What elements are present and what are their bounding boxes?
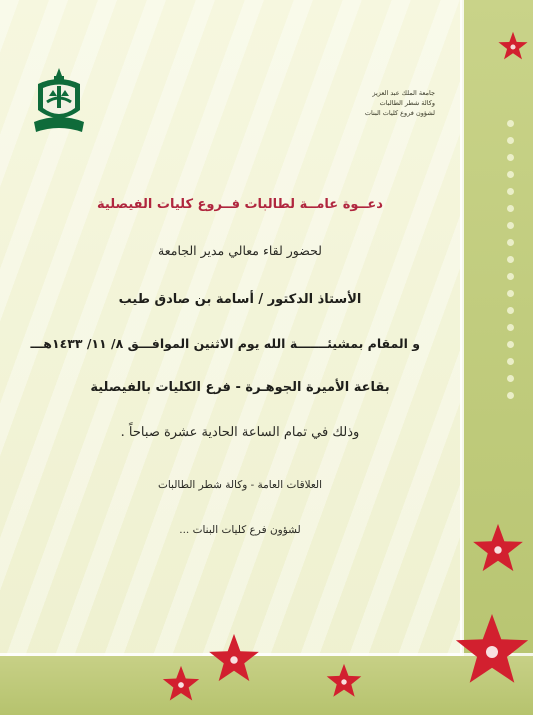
right-decorative-strip	[462, 0, 533, 715]
dot	[507, 205, 514, 212]
dot	[507, 137, 514, 144]
unit-line: لشؤون فروع كليات البنات	[364, 109, 435, 117]
dot	[507, 256, 514, 263]
dot	[507, 120, 514, 127]
red-flower-icon	[324, 662, 364, 702]
dot	[507, 307, 514, 314]
dot	[507, 392, 514, 399]
invitation-line-name: الأستاذ الدكتور / أسامة بن صادق طيب	[118, 292, 362, 307]
signature-line-2: لشؤون فرع كليات البنات ...	[179, 524, 301, 536]
invitation-line-attend: لحضور لقاء معالي مدير الجامعة	[158, 243, 322, 258]
red-flower-icon	[160, 664, 202, 706]
dot	[507, 154, 514, 161]
dot	[507, 358, 514, 365]
red-flower-icon	[470, 522, 526, 578]
dot-column	[503, 120, 517, 409]
dot	[507, 222, 514, 229]
unit-line: جامعة الملك عبد العزيز	[372, 89, 435, 97]
issuing-unit	[355, 88, 435, 118]
dot	[507, 324, 514, 331]
university-logo	[30, 66, 88, 140]
dot	[507, 375, 514, 382]
dot	[507, 171, 514, 178]
red-flower-icon	[452, 612, 532, 692]
invitation-title: دعــوة عامــة لطالبات فــروع كليات الفيصلية	[97, 197, 383, 212]
unit-line: وكالة شطر الطالبات	[379, 99, 435, 107]
invitation-line-venue: بقاعة الأميرة الجوهـرة - فرع الكليات بالفيصلية	[90, 380, 390, 395]
invitation-line-time: وذلك في تمام الساعة الحادية عشرة صباحاً .	[120, 425, 360, 440]
dot	[507, 290, 514, 297]
dot	[507, 188, 514, 195]
strip-divider	[460, 0, 464, 715]
red-flower-icon	[206, 632, 262, 688]
dot	[507, 273, 514, 280]
invitation-line-date: و المقام بمشيئـــــــة الله يوم الاثنين الموافـــق ٨/ ١١/ ١٤٣٣هـــ	[30, 336, 420, 351]
dot	[507, 341, 514, 348]
dot	[507, 239, 514, 246]
red-flower-icon	[496, 30, 530, 64]
signature-line-1: العلاقات العامة - وكالة شطر الطالبات	[157, 479, 323, 491]
